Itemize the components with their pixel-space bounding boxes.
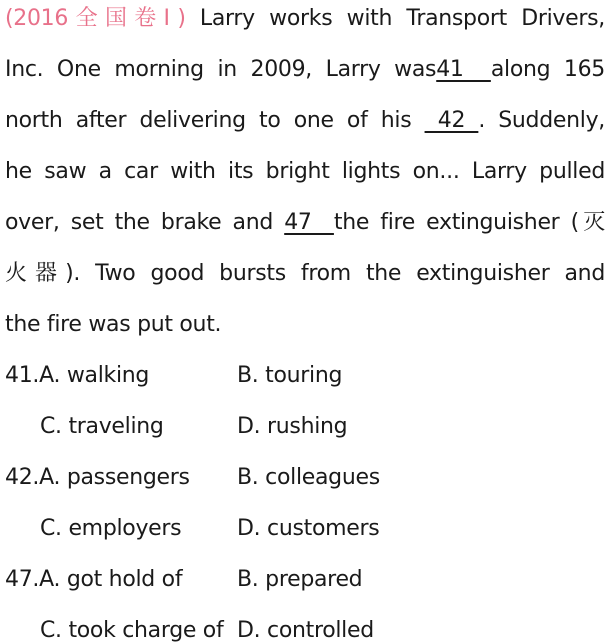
passage-text: 火器). Two good bursts from the extinguisher and [5,261,605,286]
passage-text: the fire extinguisher (灭 [333,210,605,235]
passage-text: . Suddenly, [478,108,605,133]
option-42-b: B. colleagues [237,465,380,490]
option-42-a: 42.A. passengers [5,465,190,490]
option-47-b: B. prepared [237,567,363,592]
blank-47: 47 [284,210,334,235]
passage-text: Larry works with Transport Drivers, [185,6,605,31]
passage-text: over, set the brake and [5,210,285,235]
option-41-a: 41.A. walking [5,363,150,388]
question-47-options-cd [5,605,605,644]
option-41-d: D. rushing [237,414,348,439]
question-41-options-ab [5,350,605,401]
passage [5,0,605,350]
option-47-d: D. controlled [237,618,374,643]
question-42-options-ab [5,452,605,503]
passage-text: along 165 [490,57,605,82]
option-41-b: B. touring [237,363,343,388]
passage-text: he saw a car with its bright lights on... Larry pulled [5,159,605,184]
passage-line [5,299,605,350]
passage-text: the fire was put out. [5,312,222,337]
passage-line [5,44,605,95]
question-42-options-cd [5,503,605,554]
option-41-c: C. traveling [40,414,164,439]
question-41-options-cd [5,401,605,452]
options-list [5,350,605,644]
passage-line [5,197,605,248]
passage-line [5,95,605,146]
option-47-c: C. took charge of [40,618,224,643]
passage-text: north after delivering to one of his [5,108,425,133]
passage-line [5,0,605,44]
blank-41: 41 [436,57,491,82]
option-42-d: D. customers [237,516,380,541]
passage-line [5,248,605,299]
option-47-a: 47.A. got hold of [5,567,183,592]
exam-source-tag: (2016全国卷Ⅰ) [5,6,186,31]
passage-text: Inc. One morning in 2009, Larry was [5,57,437,82]
passage-line [5,146,605,197]
option-42-c: C. employers [40,516,182,541]
blank-42: 42 [424,108,479,133]
question-47-options-ab [5,554,605,605]
